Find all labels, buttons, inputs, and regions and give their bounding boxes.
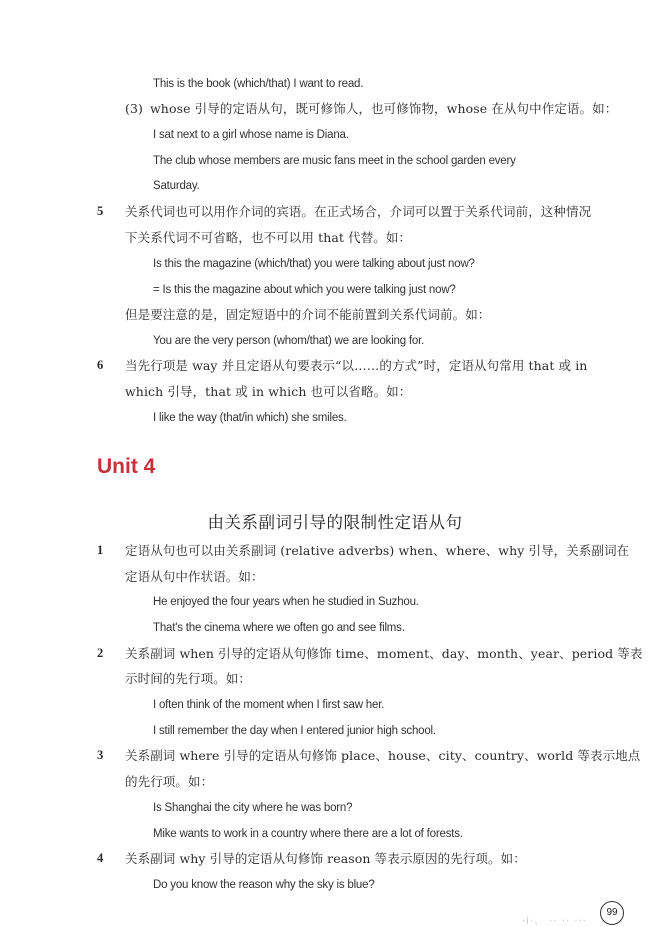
- example-sentence: I sat next to a girl whose name is Diana.: [153, 129, 349, 141]
- subitem-label: (3): [125, 101, 144, 116]
- example-sentence: This is the book (which/that) I want to read.: [153, 78, 364, 90]
- example-sentence: Is Shanghai the city where he was born?: [153, 802, 353, 814]
- example-sentence: = Is this the magazine about which you were talking just now?: [153, 284, 456, 296]
- note-text: 但是要注意的是，固定短语中的介词不能前置到关系代词前。如：: [125, 307, 491, 322]
- example-sentence: I still remember the day when I entered junior high school.: [153, 725, 436, 737]
- rule-text: 示时间的先行项。如：: [125, 671, 252, 686]
- example-sentence: He enjoyed the four years when he studied in Suzhou.: [153, 596, 419, 608]
- item-number: 2: [97, 646, 104, 660]
- rule-text: 定语从句中作状语。如：: [125, 569, 264, 584]
- page-number: 99: [600, 901, 624, 925]
- rule-text: 当先行项是 way 并且定语从句要表示“以……的方式”时，定语从句常用 that 或 in: [125, 358, 588, 373]
- unit-title: Unit 4: [97, 455, 156, 478]
- example-sentence: That's the cinema where we often go and see films.: [153, 622, 405, 634]
- rule-text: 关系副词 when 引导的定语从句修饰 time、moment、day、month、year、period 等表: [125, 646, 643, 661]
- rule-text: 的先行项。如：: [125, 774, 214, 789]
- watermark-text: ·i·、 ·· ·· ···: [522, 916, 587, 927]
- section-title: 由关系副词引导的限制性定语从句: [207, 513, 463, 532]
- example-sentence: The club whose members are music fans meet in the school garden every: [153, 155, 516, 167]
- rule-text: 关系副词 where 引导的定语从句修饰 place、house、city、country、world 等表示地点: [125, 748, 641, 763]
- example-sentence: Mike wants to work in a country where there are a lot of forests.: [153, 828, 463, 840]
- example-sentence: I often think of the moment when I first saw her.: [153, 699, 385, 711]
- rule-text: 关系代词也可以用作介词的宾语。在正式场合，介词可以置于关系代词前，这种情况: [125, 204, 592, 219]
- rule-text: 定语从句也可以由关系副词 (relative adverbs) when、where、why 引导，关系副词在: [125, 543, 630, 558]
- item-number: 5: [97, 204, 104, 218]
- item-number: 6: [97, 358, 104, 372]
- rule-text: whose 引导的定语从句，既可修饰人，也可修饰物，whose 在从句中作定语。如：: [150, 101, 618, 116]
- rule-text: 关系副词 why 引导的定语从句修饰 reason 等表示原因的先行项。如：: [125, 851, 526, 866]
- item-number: 1: [97, 543, 104, 557]
- example-sentence: I like the way (that/in which) she smiles.: [153, 412, 347, 424]
- example-sentence: Do you know the reason why the sky is blue?: [153, 879, 375, 891]
- rule-text: 下关系代词不可省略，也不可以用 that 代替。如：: [125, 230, 412, 245]
- example-sentence: You are the very person (whom/that) we are looking for.: [153, 335, 425, 347]
- item-number: 3: [97, 748, 104, 762]
- example-sentence: Is this the magazine (which/that) you were talking about just now?: [153, 258, 475, 270]
- rule-text: which 引导，that 或 in which 也可以省略。如：: [125, 384, 412, 399]
- item-number: 4: [97, 851, 104, 865]
- example-sentence-continued: Saturday.: [153, 180, 200, 192]
